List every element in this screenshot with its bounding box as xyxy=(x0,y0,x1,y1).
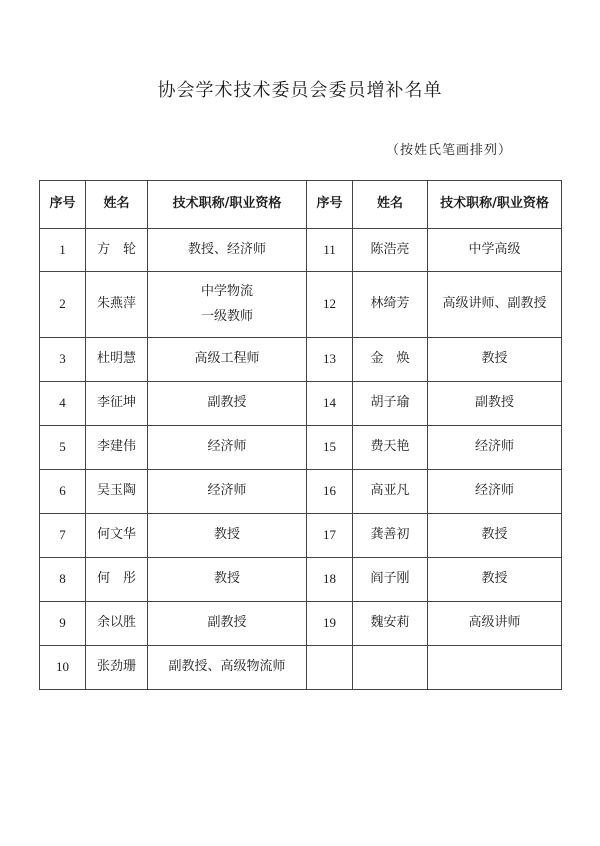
member-title xyxy=(148,272,307,338)
member-name: 方 轮 xyxy=(86,229,148,272)
member-title-line: 一级教师 xyxy=(200,308,253,324)
table-row xyxy=(40,646,562,690)
member-title: 教授 xyxy=(148,558,307,602)
member-title: 教授 xyxy=(428,558,562,602)
member-title: 经济师 xyxy=(428,470,562,514)
member-name xyxy=(353,646,428,690)
member-title: 副教授、高级物流师 xyxy=(148,646,307,690)
table-row xyxy=(40,558,562,602)
member-title: 高级讲师、副教授 xyxy=(428,272,562,338)
row-number xyxy=(307,646,353,690)
member-name: 吴玉陶 xyxy=(86,470,148,514)
table-row xyxy=(40,272,562,338)
header-number: 序号 xyxy=(40,181,86,229)
row-number: 15 xyxy=(307,426,353,470)
member-name: 朱燕萍 xyxy=(86,272,148,338)
row-number: 8 xyxy=(40,558,86,602)
member-title-line: 中学物流 xyxy=(200,283,253,299)
row-number: 2 xyxy=(40,272,86,338)
table-row xyxy=(40,338,562,382)
member-title: 高级讲师 xyxy=(428,602,562,646)
row-number: 10 xyxy=(40,646,86,690)
page-title: 协会学术技术委员会委员增补名单 xyxy=(157,80,443,101)
member-title: 经济师 xyxy=(148,426,307,470)
row-number: 18 xyxy=(307,558,353,602)
row-number: 17 xyxy=(307,514,353,558)
member-title: 高级工程师 xyxy=(148,338,307,382)
header-title: 技术职称/职业资格 xyxy=(148,181,307,229)
member-title: 副教授 xyxy=(148,382,307,426)
table-row xyxy=(40,514,562,558)
sort-note: （按姓氏笔画排列） xyxy=(385,143,512,158)
header-number: 序号 xyxy=(307,181,353,229)
member-title: 教授 xyxy=(428,338,562,382)
row-number: 6 xyxy=(40,470,86,514)
member-name: 金 焕 xyxy=(353,338,428,382)
member-name: 杜明慧 xyxy=(86,338,148,382)
row-number: 14 xyxy=(307,382,353,426)
member-title: 副教授 xyxy=(148,602,307,646)
member-title: 教授 xyxy=(148,514,307,558)
row-number: 1 xyxy=(40,229,86,272)
row-number: 4 xyxy=(40,382,86,426)
member-table xyxy=(39,180,562,690)
member-name: 何 彤 xyxy=(86,558,148,602)
header-name: 姓名 xyxy=(353,181,428,229)
row-number: 16 xyxy=(307,470,353,514)
header-title: 技术职称/职业资格 xyxy=(428,181,562,229)
member-name: 何文华 xyxy=(86,514,148,558)
row-number: 11 xyxy=(307,229,353,272)
member-name: 张劲珊 xyxy=(86,646,148,690)
member-name: 李征坤 xyxy=(86,382,148,426)
member-name: 胡子瑜 xyxy=(353,382,428,426)
member-title: 中学高级 xyxy=(428,229,562,272)
header-name: 姓名 xyxy=(86,181,148,229)
member-name: 李建伟 xyxy=(86,426,148,470)
table-row xyxy=(40,470,562,514)
member-name: 余以胜 xyxy=(86,602,148,646)
row-number: 13 xyxy=(307,338,353,382)
member-title: 教授 xyxy=(428,514,562,558)
row-number: 12 xyxy=(307,272,353,338)
member-name: 高亚凡 xyxy=(353,470,428,514)
member-name: 阎子刚 xyxy=(353,558,428,602)
row-number: 5 xyxy=(40,426,86,470)
member-title: 经济师 xyxy=(148,470,307,514)
table-row xyxy=(40,229,562,272)
row-number: 9 xyxy=(40,602,86,646)
member-name: 林绮芳 xyxy=(353,272,428,338)
member-name: 龚善初 xyxy=(353,514,428,558)
table-row xyxy=(40,426,562,470)
table-row xyxy=(40,602,562,646)
table-header-row xyxy=(40,181,562,229)
member-name: 陈浩亮 xyxy=(353,229,428,272)
member-title: 副教授 xyxy=(428,382,562,426)
row-number: 7 xyxy=(40,514,86,558)
member-name: 魏安莉 xyxy=(353,602,428,646)
member-name: 费天艳 xyxy=(353,426,428,470)
row-number: 3 xyxy=(40,338,86,382)
member-title xyxy=(428,646,562,690)
member-title: 教授、经济师 xyxy=(148,229,307,272)
row-number: 19 xyxy=(307,602,353,646)
member-title: 经济师 xyxy=(428,426,562,470)
table-row xyxy=(40,382,562,426)
